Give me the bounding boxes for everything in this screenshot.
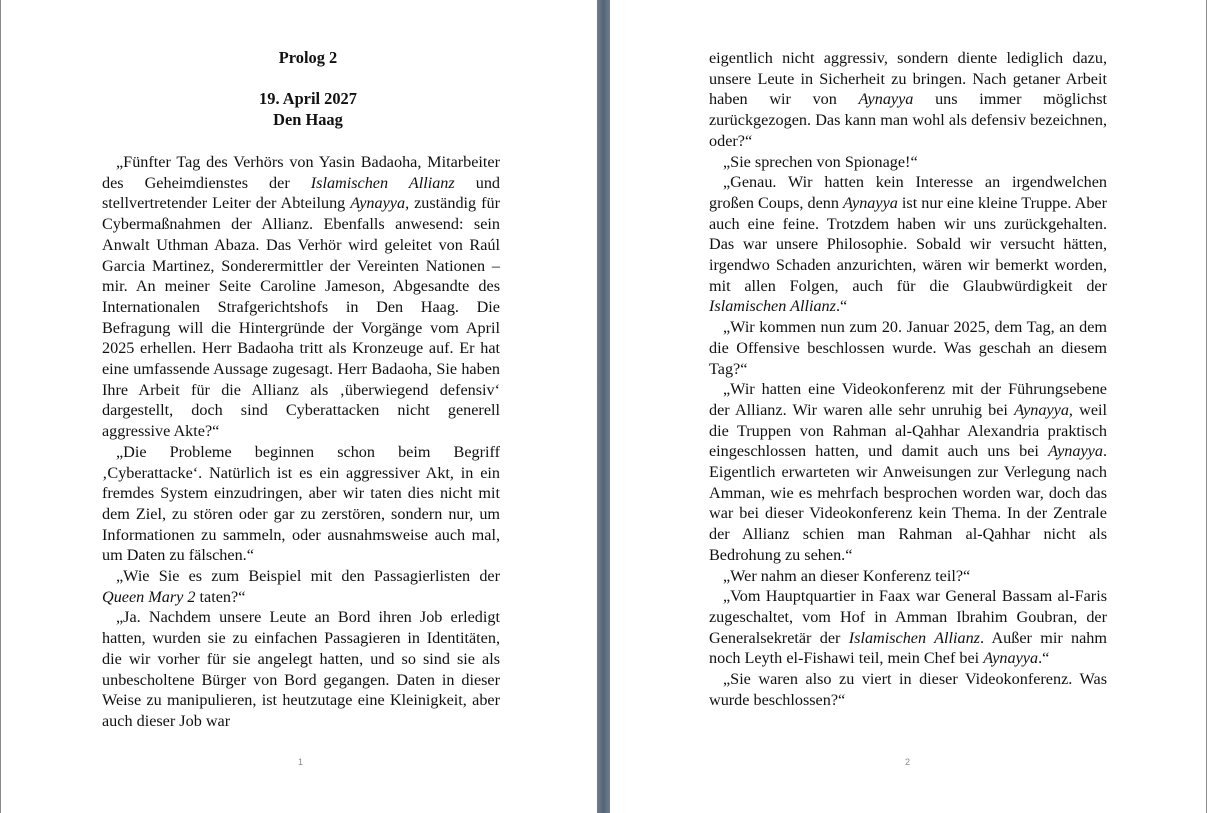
- italic-text: Aynayya: [350, 194, 406, 213]
- paragraph: [709, 317, 1107, 379]
- paragraph: [709, 669, 1107, 710]
- page-number: 2: [905, 757, 911, 767]
- italic-text: Aynayya: [1048, 442, 1103, 461]
- text-run: „Wir kommen nun zum 20. Januar 2025, dem Tag, an dem die Offensive beschlossen wurde. Was geschah an diesem Tag?“: [709, 318, 1107, 378]
- page-2: [610, 0, 1207, 813]
- paragraph: [102, 152, 500, 442]
- text-run: „Ja. Nachdem unsere Leute an Bord ihren Job erledigt hatten, wurden sie zu einfachen Passagieren in Identitäten, die wir vorher für sie angelegt hatten, und so sind sie als unbescholtene Bürger von Bord gegangen. Daten in dieser Weise zu manipulieren, ist heutzutage eine Kleinigkeit, aber auch dieser Job war: [102, 608, 500, 730]
- text-run: „Sie sprechen von Spionage!“: [723, 152, 918, 171]
- paragraph: [102, 442, 500, 566]
- text-run: „Die Probleme beginnen schon beim Begriff ‚Cyberattacke‘. Natürlich ist es ein aggressiver Akt, in ein fremdes System einzudringen, aber wir taten dies nicht mit dem Ziel, zu stören oder gar zu zerstören, sondern nur, um Informationen zu sammeln, oder ausnahmsweise auch mal, um Daten zu fälschen.“: [102, 442, 500, 565]
- paragraph: [102, 566, 500, 607]
- italic-text: Aynayya: [1014, 400, 1069, 419]
- paragraph: [709, 566, 1107, 587]
- paragraph: [709, 48, 1107, 152]
- text-run: „Wer nahm an dieser Konferenz teil?“: [723, 566, 971, 585]
- text-run: eigentlich nicht aggressiv, sondern diente lediglich dazu, unsere Leute in Sicherheit zu bringen. Nach getaner Arbeit haben wir von: [709, 49, 1107, 109]
- italic-text: Aynayya: [858, 90, 914, 109]
- text-run: .“: [835, 297, 848, 316]
- paragraph: [709, 172, 1107, 317]
- text-run: , zuständig für Cybermaßnahmen der Allianz. Ebenfalls anwesend: sein Anwalt Uthman Abaza. Das Verhör wird geleitet von Raúl Garcia Martinez, Sonderermittler der Vereinten Nationen – mir. An meiner Seite Caroline Jameson, Abgesandte des Internationalen Strafgerichtshofs in Den Haag. Die Befragung will die Hintergründe der Vorgänge vom April 2025 erhellen. Herr Badaoha tritt als Kronzeuge auf. Er hat eine umfassende Aussage zugesagt. Herr Badaoha, Sie haben Ihre Arbeit für die Allianz als ‚überwiegend defensiv‘ dargestellt, doch sind Cyberattacken nicht generell aggressive Akte?“: [102, 194, 500, 441]
- page-2-body: [709, 48, 1107, 711]
- text-run: . Außer mir nahm noch Leyth el-Fishawi teil, mein Chef bei: [709, 628, 1107, 668]
- italic-text: Aynayya: [983, 649, 1039, 668]
- italic-text: Queen Mary 2: [102, 587, 196, 606]
- text-run: und stellvertretender Leiter der Abteilung: [102, 173, 501, 213]
- text-run: ist nur eine kleine Truppe. Aber auch eine feine. Trotzdem haben wir uns zurückgehalten. Das war unsere Philosophie. Sobald wir versucht hätten, irgendwo Schaden anzurichten, wären wir bemerkt worden, mit allen Folgen, auch für die Glaubwürdigkeit der: [709, 193, 1108, 295]
- text-run: „Vom Hauptquartier in Faax war General Bassam al-Faris zugeschaltet, vom Hof in Amman Ibrahim Goubran, der Generalsekretär der: [709, 587, 1107, 647]
- paragraph: [709, 379, 1107, 565]
- paragraph: [709, 586, 1107, 669]
- text-run: „Sie waren also zu viert in dieser Videokonferenz. Was wurde beschlossen?“: [709, 670, 1107, 709]
- page-1: [0, 0, 597, 813]
- italic-text: Islamischen Allianz: [848, 628, 980, 647]
- page-1-body: [102, 152, 500, 732]
- text-run: . Eigentlich erwarteten wir Anweisungen zur Verlegung nach Amman, wie es mehrfach besprochen worden war, doch das war bei dieser Videokonferenz kein Thema. In der Zentrale der Allianz schien man Rahman al-Qahhar nicht als Bedrohung zu sehen.“: [709, 442, 1107, 564]
- chapter-date: 19. April 2027: [259, 89, 357, 108]
- text-run: „Wie Sie es zum Beispiel mit den Passagierlisten der: [116, 567, 500, 586]
- chapter-place: Den Haag: [273, 110, 343, 129]
- text-run: „Genau. Wir hatten kein Interesse an irgendwelchen großen Coups, denn: [709, 173, 1107, 212]
- text-run: „Wir hatten eine Videokonferenz mit der Führungsebene der Allianz. Wir waren alle sehr unruhig bei: [709, 380, 1107, 419]
- paragraph: [102, 607, 500, 731]
- chapter-title: Prolog 2: [278, 48, 338, 67]
- text-run: .“: [1038, 649, 1050, 668]
- text-run: , weil die Truppen von Rahman al-Qahhar Alexandria praktisch eingeschlossen hatten, und damit auch uns bei: [709, 400, 1108, 461]
- italic-text: Islamischen Allianz: [709, 297, 836, 316]
- italic-text: Aynayya: [843, 193, 898, 212]
- page-gutter: [597, 0, 610, 813]
- text-run: uns immer möglichst zurückgezogen. Das kann man wohl als defensiv bezeichnen, oder?“: [709, 90, 1108, 150]
- italic-text: Islamischen Allianz: [310, 173, 455, 192]
- text-run: „Fünfter Tag des Verhörs von Yasin Badaoha, Mitarbeiter des Geheimdienstes der: [102, 153, 500, 192]
- paragraph: [709, 152, 1107, 173]
- page-number: 1: [298, 757, 304, 767]
- text-run: taten?“: [195, 587, 246, 606]
